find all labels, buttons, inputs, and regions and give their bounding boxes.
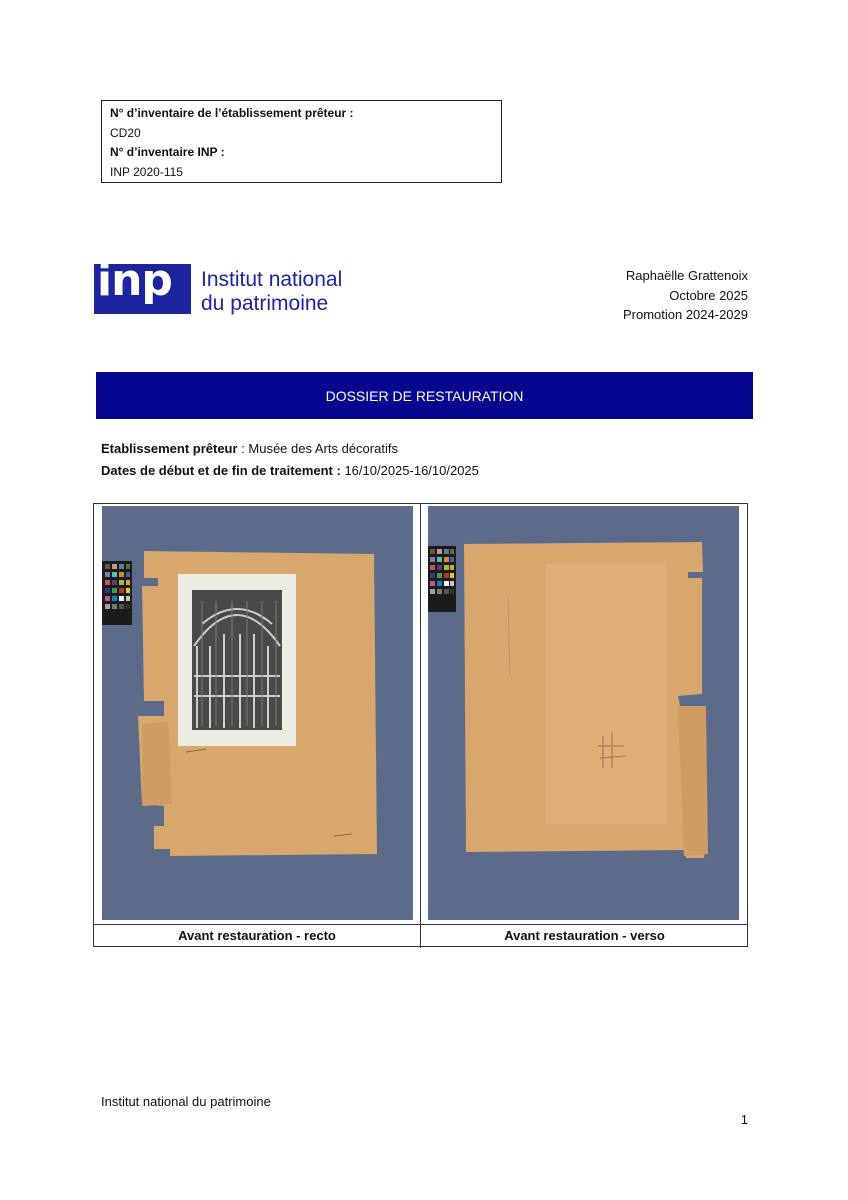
author-promotion: Promotion 2024-2029 (622, 307, 748, 322)
verso-photograph-illustration (428, 506, 739, 920)
photo-recto (102, 506, 413, 920)
dates-line (101, 460, 479, 482)
footer-text: Institut national du patrimoine (101, 1094, 271, 1109)
inp-logo-mark-text: inp (97, 255, 172, 306)
caption-verso: Avant restauration - verso (504, 928, 665, 943)
dates-label: Dates de début et de fin de traitement : (101, 463, 341, 478)
inp-logo (94, 255, 394, 326)
photo-verso (428, 506, 739, 920)
inventory-box (101, 100, 502, 183)
photo-cell-recto (94, 504, 421, 924)
lender-line (101, 438, 479, 460)
lender-inventory-value: CD20 (110, 125, 141, 140)
lender-inventory-label: N° d’inventaire de l’établissement prêteur : (110, 106, 354, 120)
treatment-details (101, 438, 479, 482)
author-name: Raphaëlle Grattenoix (625, 268, 748, 283)
author-block (623, 266, 748, 325)
caption-recto: Avant restauration - recto (94, 925, 421, 948)
recto-photograph-illustration (102, 506, 413, 920)
inp-logo-line1: Institut national (201, 268, 343, 291)
caption-row (94, 924, 747, 947)
lender-separator: : (237, 441, 249, 456)
author-date: Octobre 2025 (669, 287, 748, 303)
document-title-banner (96, 372, 753, 419)
page-number: 1 (740, 1112, 748, 1127)
document-title: DOSSIER DE RESTAURATION (325, 387, 524, 404)
inp-logo-text (201, 268, 342, 316)
photo-table (93, 503, 748, 947)
photo-cell-verso (421, 504, 748, 924)
lender-label: Etablissement prêteur (101, 441, 238, 456)
inp-logo-line2: du patrimoine (201, 292, 329, 315)
inp-inventory-label: N° d’inventaire INP : (110, 145, 225, 159)
inp-logo-mark (94, 255, 191, 314)
dates-value: 16/10/2025-16/10/2025 (340, 463, 479, 478)
inp-inventory-value: INP 2020-115 (110, 164, 183, 179)
lender-value: Musée des Arts décoratifs (248, 441, 398, 456)
